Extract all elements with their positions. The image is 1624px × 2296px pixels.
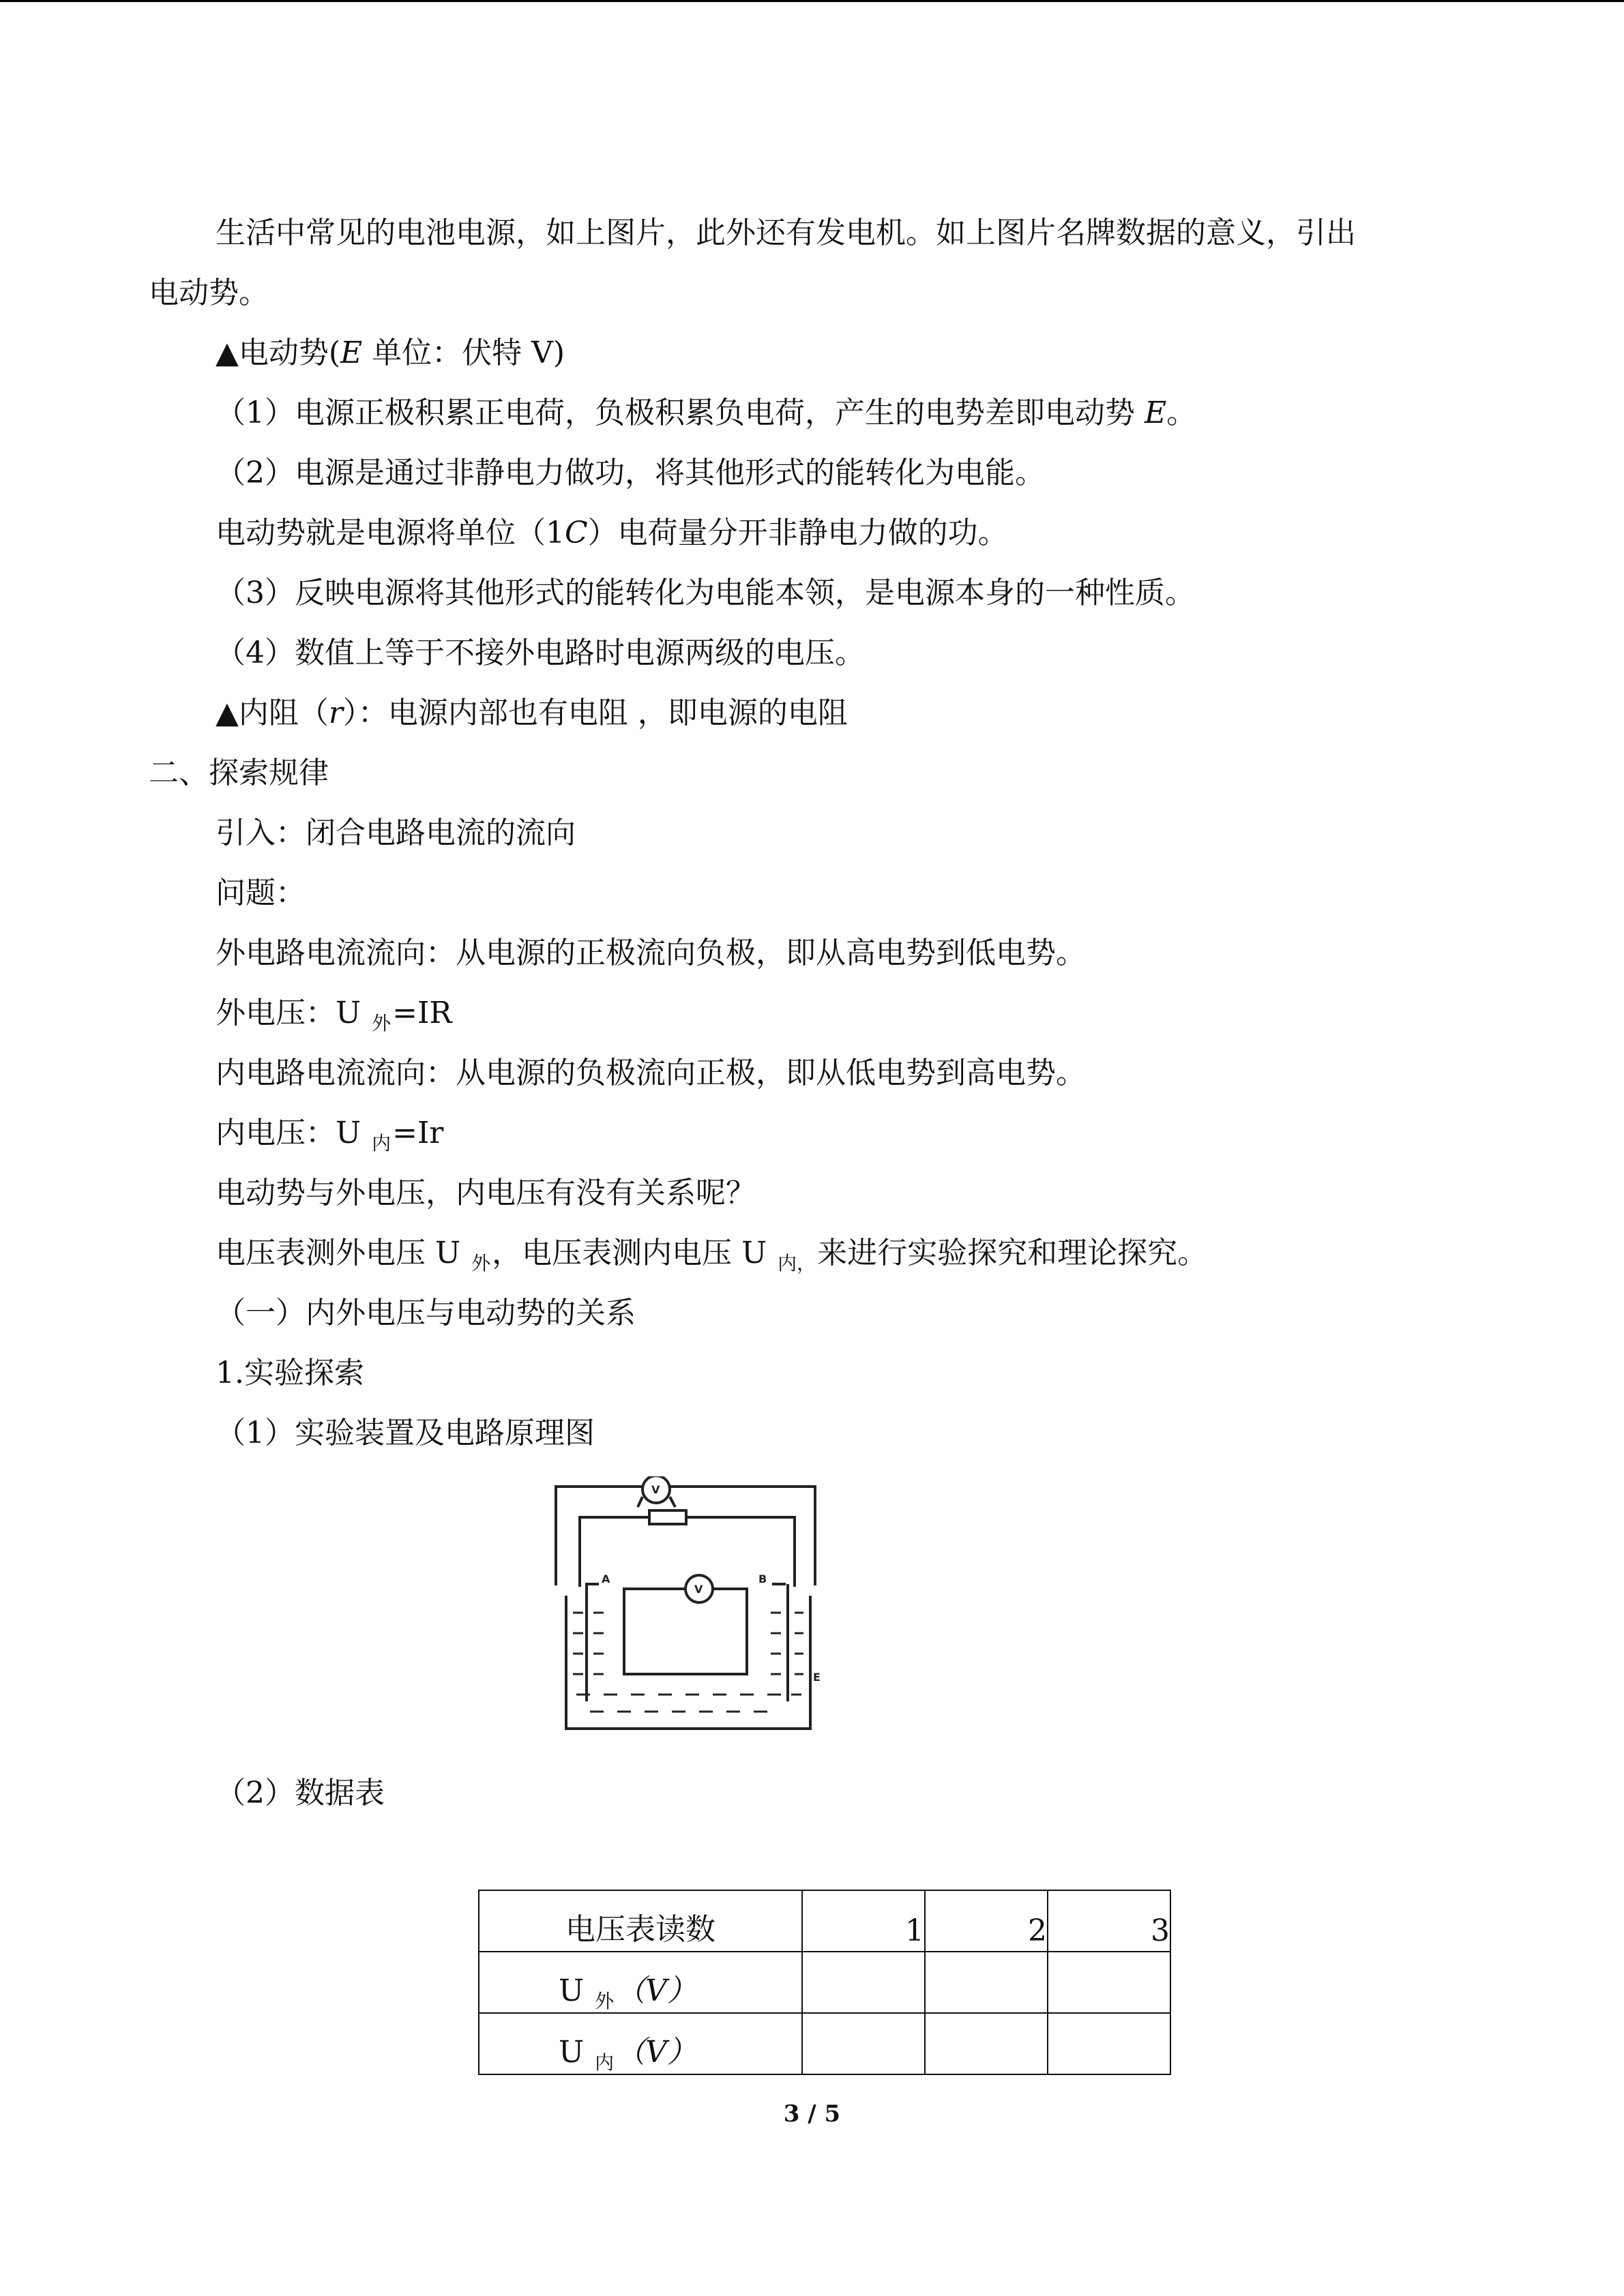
relation-question: 电动势与外电压，内电压有没有关系呢？ [216,1176,756,1210]
circuit-diagram [546,1476,832,1735]
question-label: 问题： [216,876,306,910]
experiment-step-1: （1）实验装置及电路原理图 [216,1416,595,1450]
porous-partition [624,1613,747,1674]
subsection-title-1: （一）内外电压与电动势的关系 [216,1296,636,1330]
measurement-description: 电压表测外电压 U $_外$，电压表测内电压 U $_{内,}$来进行实验探究和理论探究。 [216,1236,1208,1274]
emf-point-2: （2）电源是通过非静电力做功，将其他形式的能转化为电能。 [216,456,1045,490]
label-v-mid: V [694,1583,703,1596]
external-current-flow: 外电路电流流向：从电源的正极流向负极，即从高电势到低电势。 [216,936,1086,970]
paragraph-intro-cont: 电动势。 [149,275,269,310]
emf-definition: 电动势就是电源将单位（1C）电荷量分开非静电力做的功。 [216,516,1008,550]
external-voltage-formula: 外电压：U $_外$=IR [216,996,452,1034]
emf-point-4: （4）数值上等于不接外电路时电源两级的电压。 [216,636,865,670]
left-inner-wire [580,1517,649,1587]
table-col-2: 2 [1028,1913,1047,1948]
label-e: E [813,1671,821,1684]
outer-wire [556,1487,815,1585]
section-title-2: 二、探索规律 [149,756,329,790]
table-col-3: 3 [1151,1913,1170,1948]
experiment-step-2: （2）数据表 [216,1776,385,1810]
label-a: A [602,1572,610,1585]
rheostat [649,1510,686,1524]
emf-point-3: （3）反映电源将其他形式的能转化为电能本领，是电源本身的一种性质。 [216,576,1195,610]
page-number: 3 / 5 [783,2100,841,2128]
emf-point-1: （1）电源正极积累正电荷，负极积累负电荷，产生的电势差即电动势 E。 [216,396,1197,430]
experiment-heading: 1.实验探索 [216,1356,364,1390]
internal-voltage-formula: 内电压：U $_内$=Ir [216,1116,444,1154]
internal-resistance-heading: ▲内阻（r）：电源内部也有电阻 ，即电源的电阻 [216,696,848,730]
table-col-1: 1 [905,1913,924,1948]
intro-line: 引入：闭合电路电流的流向 [216,816,576,850]
row-label-internal: U $_内$（V） [559,2035,697,2074]
paragraph-intro: 生活中常见的电池电源，如上图片，此外还有发电机。如上图片名牌数据的意义，引出 [216,215,1356,250]
row-label-external: U $_外$（V） [559,1973,697,2012]
emf-heading: ▲电动势(E 单位：伏特 V) [216,336,565,370]
label-v-top: V [651,1483,660,1496]
table-header-label: 电压表读数 [565,1912,715,1947]
table-row [479,1890,1170,1952]
container [566,1596,810,1729]
top-border [0,0,1624,2]
label-b: B [758,1572,767,1585]
data-table [478,1890,1171,2075]
table-row [479,1952,1170,2013]
internal-current-flow: 内电路电流流向：从电源的负极流向正极，即从低电势到高电势。 [216,1056,1086,1090]
table-row [479,2013,1170,2074]
